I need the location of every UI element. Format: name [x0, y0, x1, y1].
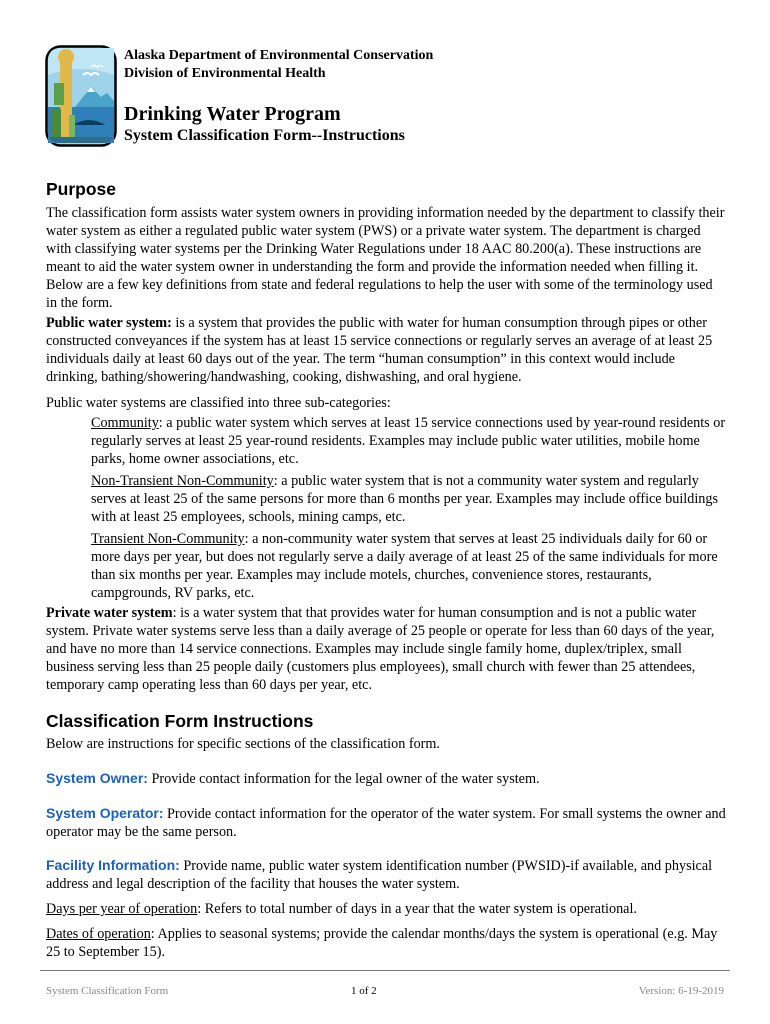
private-def-text: : is a water system that that provides water for human consumption and is not a public water system. Private water systems serve less than a daily average of 25 people or operate for less than 60 days of the year, and have no more than 14 service connections. Examples may include single family home, duplex/triplex, small business serving less than 25 people daily (customers plus employees), small church with fewer than 25 attendees, temporary camp operating less than 60 days per year, etc. — [46, 605, 715, 693]
private-term: Private water system — [46, 605, 173, 621]
purpose-heading: Purpose — [46, 179, 117, 199]
dates-instruction — [46, 925, 726, 961]
agency-header — [124, 47, 433, 83]
operator-instruction — [46, 804, 726, 841]
ntnc-term: Non-Transient Non-Community — [91, 473, 274, 489]
owner-text: Provide contact information for the legal owner of the water system. — [147, 771, 540, 787]
facility-label: Facility Information: — [46, 857, 180, 873]
form-subtitle: System Classification Form--Instructions — [124, 127, 405, 144]
instructions-heading: Classification Form Instructions — [46, 711, 314, 731]
footer-page-number: 1 of 2 — [351, 985, 377, 997]
division-name: Division of Environmental Health — [124, 66, 326, 81]
days-term: Days per year of operation — [46, 901, 198, 917]
alaska-dec-logo-icon — [45, 45, 117, 147]
facility-instruction — [46, 856, 726, 893]
dates-text: : Applies to seasonal systems; provide the calendar months/days the system is operational (e.g. May 25 to September 15). — [46, 926, 718, 960]
tnc-def-text: : a non-community water system that serves at least 25 individuals daily for 60 or more days per year, but does not regularly serve a daily average of at least 25 of the same individuals for more than six months per year. Examples may include motels, churches, convenience stores, restaurants, campgrounds, RV parks, etc. — [91, 531, 718, 601]
program-title: Drinking Water Program — [124, 103, 341, 125]
community-term: Community — [91, 415, 159, 431]
operator-text: Provide contact information for the operator of the water system. For small systems the owner and operator may be the same person. — [46, 806, 726, 840]
tnc-term: Transient Non-Community — [91, 531, 245, 547]
pws-def-text: is a system that provides the public with water for human consumption through pipes or other constructed conveyances if the system has at least 15 service connections or regularly serves an average of at least 25 individuals daily at least 60 days out of the year. The term “human consumption” in this context would include drinking, bathing/showering/handwashing, cooking, dishwashing, and oral hygiene. — [46, 315, 713, 385]
tnc-definition — [91, 530, 726, 602]
community-definition — [91, 414, 726, 468]
community-def-text: : a public water system which serves at least 15 service connections used by year-round residents or regularly serves at least 25 year-round residents. Examples may include public water utilities, mobile home parks, home owner associations, etc. — [91, 415, 726, 467]
footer-divider — [40, 970, 730, 971]
operator-label: System Operator: — [46, 805, 164, 821]
instructions-intro: Below are instructions for specific sections of the classification form. — [46, 736, 440, 752]
document-body — [46, 178, 726, 961]
facility-text: Provide name, public water system identification number (PWSID)-if available, and physical address and legal description of the facility that houses the water system. — [46, 858, 713, 892]
days-text: : Refers to total number of days in a year that the water system is operational. — [197, 901, 637, 917]
ntnc-definition — [91, 472, 726, 526]
agency-name: Alaska Department of Environmental Conservation — [124, 48, 434, 63]
purpose-intro: The classification form assists water system owners in providing information needed by the department to classify their water system as either a regulated public water system (PWS) or a private water system. The department is charged with classifying water systems per the Drinking Water Regulations under 18 AAC 80.200(a). These instructions are meant to aid the water system owner in understanding the form and provide the information needed when filling it. Below are a few key definitions from state and federal regulations to help the user with some of the terminology used in the form. — [46, 205, 725, 311]
dates-term: Dates of operation — [46, 926, 151, 942]
footer-version: Version: 6-19-2019 — [638, 985, 724, 997]
private-definition — [46, 604, 726, 694]
pws-definition — [46, 314, 726, 386]
ntnc-def-text: : a public water system that is not a community water system and regularly serves at least 25 of the same persons for more than 6 months per year. Examples may include office buildings with at least 25 employees, schools, mining camps, etc. — [91, 473, 718, 525]
subcategory-intro: Public water systems are classified into three sub-categories: — [46, 395, 391, 411]
pws-term: Public water system: — [46, 315, 172, 331]
owner-label: System Owner: — [46, 770, 148, 786]
days-instruction — [46, 900, 726, 918]
footer-form-name: System Classification Form — [46, 985, 169, 997]
owner-instruction — [46, 769, 726, 788]
